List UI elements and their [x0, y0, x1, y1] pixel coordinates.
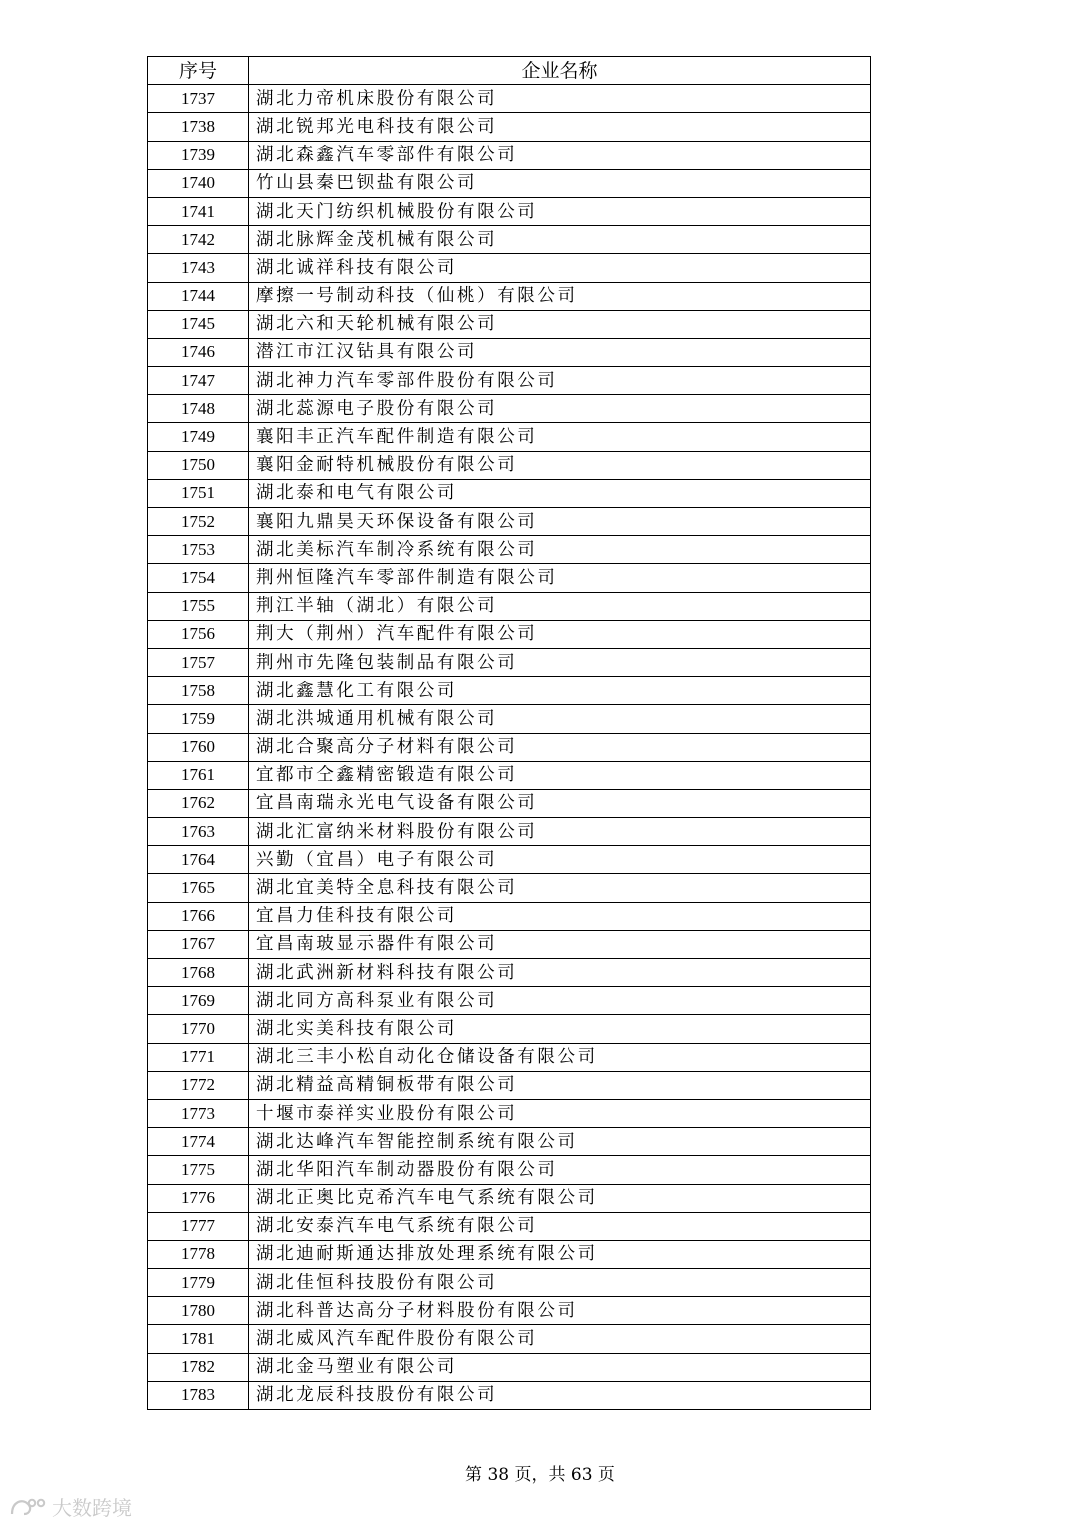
row-enterprise-name: 湖北龙辰科技股份有限公司 — [249, 1381, 871, 1409]
table-row — [148, 677, 871, 705]
table-row — [148, 733, 871, 761]
row-enterprise-name: 湖北华阳汽车制动器股份有限公司 — [249, 1156, 871, 1184]
row-serial-number: 1757 — [148, 648, 249, 676]
row-enterprise-name: 兴勤（宜昌）电子有限公司 — [249, 846, 871, 874]
row-enterprise-name: 宜昌南瑞永光电气设备有限公司 — [249, 789, 871, 817]
row-serial-number: 1775 — [148, 1156, 249, 1184]
row-serial-number: 1756 — [148, 620, 249, 648]
table-row — [148, 874, 871, 902]
table-row — [148, 1043, 871, 1071]
table-row — [148, 564, 871, 592]
row-enterprise-name: 湖北正奥比克希汽车电气系统有限公司 — [249, 1184, 871, 1212]
row-enterprise-name: 荆州市先隆包装制品有限公司 — [249, 648, 871, 676]
row-serial-number: 1740 — [148, 169, 249, 197]
row-serial-number: 1751 — [148, 479, 249, 507]
row-serial-number: 1768 — [148, 959, 249, 987]
table-row — [148, 1325, 871, 1353]
row-enterprise-name: 湖北泰和电气有限公司 — [249, 479, 871, 507]
row-serial-number: 1770 — [148, 1015, 249, 1043]
table-row — [148, 1297, 871, 1325]
watermark — [8, 1492, 132, 1521]
table-header-row — [148, 57, 871, 85]
row-serial-number: 1738 — [148, 113, 249, 141]
row-serial-number: 1782 — [148, 1353, 249, 1381]
row-serial-number: 1746 — [148, 338, 249, 366]
row-serial-number: 1767 — [148, 930, 249, 958]
row-enterprise-name: 摩擦一号制动科技（仙桃）有限公司 — [249, 282, 871, 310]
table-row — [148, 282, 871, 310]
row-enterprise-name: 湖北洪城通用机械有限公司 — [249, 705, 871, 733]
row-serial-number: 1764 — [148, 846, 249, 874]
table-row — [148, 113, 871, 141]
row-serial-number: 1759 — [148, 705, 249, 733]
table-row — [148, 1071, 871, 1099]
row-serial-number: 1748 — [148, 395, 249, 423]
table-row — [148, 1269, 871, 1297]
row-enterprise-name: 湖北达峰汽车智能控制系统有限公司 — [249, 1128, 871, 1156]
row-enterprise-name: 湖北三丰小松自动化仓储设备有限公司 — [249, 1043, 871, 1071]
table-row — [148, 761, 871, 789]
row-enterprise-name: 襄阳丰正汽车配件制造有限公司 — [249, 423, 871, 451]
table-row — [148, 479, 871, 507]
row-enterprise-name: 荆州恒隆汽车零部件制造有限公司 — [249, 564, 871, 592]
row-serial-number: 1765 — [148, 874, 249, 902]
table-row — [148, 536, 871, 564]
row-enterprise-name: 湖北美标汽车制冷系统有限公司 — [249, 536, 871, 564]
table-body — [148, 85, 871, 1410]
row-serial-number: 1769 — [148, 987, 249, 1015]
table-row — [148, 423, 871, 451]
page-number: 第 38 页，共 63 页 — [465, 1465, 615, 1485]
row-enterprise-name: 湖北威风汽车配件股份有限公司 — [249, 1325, 871, 1353]
table-row — [148, 85, 871, 113]
row-serial-number: 1749 — [148, 423, 249, 451]
row-serial-number: 1783 — [148, 1381, 249, 1409]
row-serial-number: 1743 — [148, 254, 249, 282]
table-row — [148, 169, 871, 197]
row-serial-number: 1742 — [148, 226, 249, 254]
row-enterprise-name: 湖北精益高精铜板带有限公司 — [249, 1071, 871, 1099]
table-row — [148, 1212, 871, 1240]
table-row — [148, 1099, 871, 1127]
row-serial-number: 1739 — [148, 141, 249, 169]
row-enterprise-name: 湖北天门纺织机械股份有限公司 — [249, 197, 871, 225]
table-row — [148, 1381, 871, 1409]
watermark-logo-icon — [8, 1494, 48, 1520]
row-enterprise-name: 潜江市江汉钻具有限公司 — [249, 338, 871, 366]
table-row — [148, 226, 871, 254]
row-enterprise-name: 湖北宜美特全息科技有限公司 — [249, 874, 871, 902]
row-serial-number: 1752 — [148, 508, 249, 536]
row-serial-number: 1747 — [148, 367, 249, 395]
row-enterprise-name: 湖北锐邦光电科技有限公司 — [249, 113, 871, 141]
row-serial-number: 1776 — [148, 1184, 249, 1212]
table-row — [148, 930, 871, 958]
row-serial-number: 1771 — [148, 1043, 249, 1071]
row-serial-number: 1745 — [148, 310, 249, 338]
row-enterprise-name: 宜都市仝鑫精密锻造有限公司 — [249, 761, 871, 789]
row-enterprise-name: 湖北鑫慧化工有限公司 — [249, 677, 871, 705]
row-serial-number: 1761 — [148, 761, 249, 789]
table-row — [148, 1128, 871, 1156]
table-row — [148, 451, 871, 479]
row-serial-number: 1754 — [148, 564, 249, 592]
table-row — [148, 620, 871, 648]
row-enterprise-name: 湖北武洲新材料科技有限公司 — [249, 959, 871, 987]
row-serial-number: 1741 — [148, 197, 249, 225]
row-enterprise-name: 湖北六和天轮机械有限公司 — [249, 310, 871, 338]
row-enterprise-name: 湖北合聚高分子材料有限公司 — [249, 733, 871, 761]
row-serial-number: 1773 — [148, 1099, 249, 1127]
row-enterprise-name: 湖北金马塑业有限公司 — [249, 1353, 871, 1381]
table-row — [148, 197, 871, 225]
table-row — [148, 818, 871, 846]
row-serial-number: 1774 — [148, 1128, 249, 1156]
table-row — [148, 1156, 871, 1184]
table-row — [148, 789, 871, 817]
enterprise-table — [147, 56, 871, 1410]
row-serial-number: 1737 — [148, 85, 249, 113]
row-enterprise-name: 湖北力帝机床股份有限公司 — [249, 85, 871, 113]
table-row — [148, 902, 871, 930]
row-enterprise-name: 湖北同方高科泵业有限公司 — [249, 987, 871, 1015]
row-serial-number: 1772 — [148, 1071, 249, 1099]
row-serial-number: 1760 — [148, 733, 249, 761]
row-serial-number: 1778 — [148, 1240, 249, 1268]
row-enterprise-name: 湖北安泰汽车电气系统有限公司 — [249, 1212, 871, 1240]
row-serial-number: 1753 — [148, 536, 249, 564]
table-row — [148, 846, 871, 874]
row-serial-number: 1758 — [148, 677, 249, 705]
row-serial-number: 1744 — [148, 282, 249, 310]
watermark-text: 大数跨境 — [52, 1496, 132, 1520]
table-row — [148, 367, 871, 395]
row-serial-number: 1780 — [148, 1297, 249, 1325]
row-enterprise-name: 湖北蕊源电子股份有限公司 — [249, 395, 871, 423]
table-row — [148, 705, 871, 733]
row-enterprise-name: 湖北科普达高分子材料股份有限公司 — [249, 1297, 871, 1325]
row-serial-number: 1762 — [148, 789, 249, 817]
row-serial-number: 1781 — [148, 1325, 249, 1353]
row-enterprise-name: 荆大（荆州）汽车配件有限公司 — [249, 620, 871, 648]
table-row — [148, 508, 871, 536]
table-row — [148, 1353, 871, 1381]
row-enterprise-name: 十堰市泰祥实业股份有限公司 — [249, 1099, 871, 1127]
row-serial-number: 1755 — [148, 592, 249, 620]
row-serial-number: 1763 — [148, 818, 249, 846]
table-row — [148, 1184, 871, 1212]
table-row — [148, 648, 871, 676]
table-row — [148, 395, 871, 423]
header-serial-number: 序号 — [148, 57, 249, 85]
table-row — [148, 1240, 871, 1268]
row-enterprise-name: 湖北汇富纳米材料股份有限公司 — [249, 818, 871, 846]
row-serial-number: 1779 — [148, 1269, 249, 1297]
row-enterprise-name: 湖北佳恒科技股份有限公司 — [249, 1269, 871, 1297]
header-enterprise-name: 企业名称 — [249, 57, 871, 85]
row-enterprise-name: 湖北诚祥科技有限公司 — [249, 254, 871, 282]
table-row — [148, 310, 871, 338]
row-enterprise-name: 湖北实美科技有限公司 — [249, 1015, 871, 1043]
row-enterprise-name: 宜昌南玻显示器件有限公司 — [249, 930, 871, 958]
row-enterprise-name: 湖北森鑫汽车零部件有限公司 — [249, 141, 871, 169]
table-row — [148, 959, 871, 987]
row-enterprise-name: 襄阳九鼎昊天环保设备有限公司 — [249, 508, 871, 536]
table-row — [148, 987, 871, 1015]
table-row — [148, 254, 871, 282]
row-enterprise-name: 宜昌力佳科技有限公司 — [249, 902, 871, 930]
table-row — [148, 338, 871, 366]
row-serial-number: 1766 — [148, 902, 249, 930]
row-enterprise-name: 湖北迪耐斯通达排放处理系统有限公司 — [249, 1240, 871, 1268]
row-enterprise-name: 竹山县秦巴钡盐有限公司 — [249, 169, 871, 197]
row-enterprise-name: 襄阳金耐特机械股份有限公司 — [249, 451, 871, 479]
row-enterprise-name: 湖北脉辉金茂机械有限公司 — [249, 226, 871, 254]
row-serial-number: 1777 — [148, 1212, 249, 1240]
table-row — [148, 592, 871, 620]
row-serial-number: 1750 — [148, 451, 249, 479]
table-row — [148, 1015, 871, 1043]
table-row — [148, 141, 871, 169]
row-enterprise-name: 湖北神力汽车零部件股份有限公司 — [249, 367, 871, 395]
row-enterprise-name: 荆江半轴（湖北）有限公司 — [249, 592, 871, 620]
